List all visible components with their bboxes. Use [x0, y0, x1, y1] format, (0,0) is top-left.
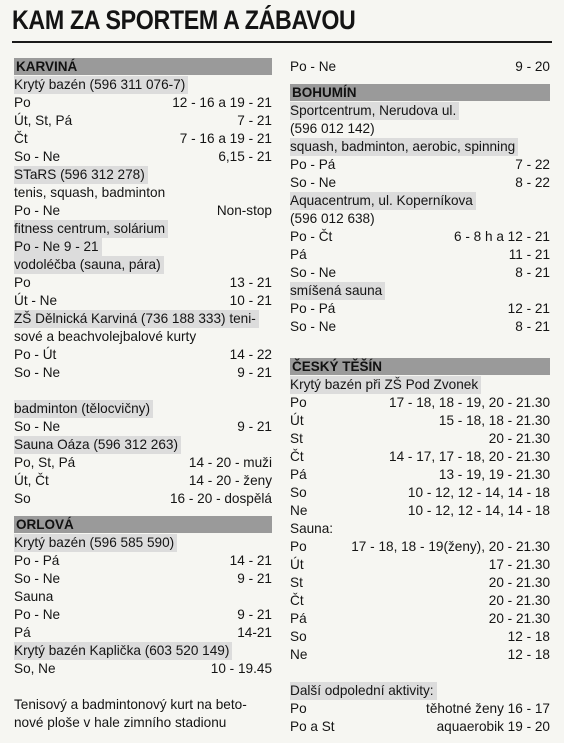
schedule-row — [290, 592, 550, 610]
schedule-days: Po - Út — [14, 347, 57, 362]
schedule-row — [290, 228, 550, 246]
info-line: Tenisový a badmintonový kurt na beto- — [14, 697, 247, 712]
schedule-hours: 14 - 21 — [229, 553, 272, 568]
venue-heading — [290, 102, 550, 120]
schedule-hours: 8 - 22 — [515, 175, 550, 190]
venue-heading — [290, 138, 550, 156]
schedule-hours: 20 - 21.30 — [488, 575, 550, 590]
schedule-row — [14, 112, 272, 130]
schedule-row — [14, 472, 272, 490]
schedule-hours: 7 - 22 — [515, 157, 550, 172]
schedule-hours: 20 - 21.30 — [488, 611, 550, 626]
schedule-hours: 20 - 21.30 — [488, 431, 550, 446]
venue-heading — [14, 76, 272, 94]
schedule-days: So - Ne — [14, 149, 61, 164]
info-line: sové a beachvolejbalové kurty — [14, 329, 197, 344]
venue-heading — [290, 682, 550, 700]
schedule-row — [14, 364, 272, 382]
schedule-row — [290, 264, 550, 282]
schedule-hours: 8 - 21 — [515, 319, 550, 334]
schedule-days: So - Ne — [14, 571, 61, 586]
venue-heading-text: Sauna Oáza (596 312 263) — [14, 436, 181, 454]
schedule-days: Ne — [290, 503, 308, 518]
schedule-days: St — [290, 575, 303, 590]
venue-heading — [14, 436, 272, 454]
city-header: ORLOVÁ — [14, 516, 272, 533]
venue-heading-text: Krytý bazén (596 311 076-7) — [14, 76, 188, 94]
schedule-hours: 6 - 8 h a 12 - 21 — [454, 229, 550, 244]
venue-heading — [290, 192, 550, 210]
schedule-row — [290, 700, 550, 718]
schedule-hours: těhotné ženy 16 - 17 — [426, 701, 550, 716]
schedule-hours: 12 - 18 — [507, 629, 550, 644]
schedule-row — [290, 430, 550, 448]
schedule-row — [14, 148, 272, 166]
schedule-row — [290, 718, 550, 736]
venue-heading — [14, 238, 272, 256]
venue-heading-text: smíšená sauna — [290, 282, 385, 300]
schedule-days: Po - Pá — [290, 301, 336, 316]
schedule-days: Po — [290, 539, 307, 554]
schedule-hours: 7 - 21 — [237, 113, 272, 128]
schedule-row — [290, 484, 550, 502]
info-line: nové ploše v hale zimního stadionu — [14, 715, 227, 730]
schedule-days: St — [290, 431, 303, 446]
spacer — [14, 382, 272, 400]
schedule-days: Po — [290, 395, 307, 410]
schedule-row — [290, 574, 550, 592]
info-line: Sauna — [14, 589, 54, 604]
schedule-days: So - Ne — [290, 265, 337, 280]
schedule-days: Pá — [290, 467, 307, 482]
schedule-row — [290, 156, 550, 174]
schedule-days: Út - Ne — [14, 293, 58, 308]
venue-heading-text: badminton (tělocvičny) — [14, 400, 153, 418]
schedule-row — [290, 628, 550, 646]
venue-heading-text: Krytý bazén při ZŠ Pod Zvonek — [290, 376, 481, 394]
schedule-days: Po - Pá — [290, 157, 336, 172]
schedule-hours: 10 - 21 — [229, 293, 272, 308]
schedule-days: Út — [290, 413, 304, 428]
title-underline — [12, 41, 552, 43]
schedule-row — [14, 454, 272, 472]
schedule-days: Ne — [290, 647, 308, 662]
schedule-days: Po a St — [290, 719, 335, 734]
venue-heading-text: squash, badminton, aerobic, spinning — [290, 138, 518, 156]
schedule-row — [14, 274, 272, 292]
venue-heading-text: Další odpolední aktivity: — [290, 682, 437, 700]
venue-heading-text: Krytý bazén Kaplička (603 520 149) — [14, 642, 232, 660]
schedule-hours: 10 - 19.45 — [210, 661, 272, 676]
schedule-hours: 16 - 20 - dospělá — [169, 491, 272, 506]
city-header: BOHUMÍN — [290, 84, 550, 101]
schedule-hours: 13 - 21 — [229, 275, 272, 290]
schedule-row — [290, 174, 550, 192]
schedule-days: So, Ne — [14, 661, 56, 676]
schedule-days: Po — [14, 275, 31, 290]
schedule-row — [14, 130, 272, 148]
info-line: (596 012 638) — [290, 211, 375, 226]
schedule-hours: 11 - 21 — [508, 247, 550, 262]
schedule-days: Po - Čt — [290, 229, 333, 244]
schedule-days: Út, St, Pá — [14, 113, 73, 128]
spacer — [14, 678, 272, 696]
schedule-row — [290, 646, 550, 664]
schedule-hours: 9 - 20 — [515, 59, 550, 74]
schedule-hours: 6,15 - 21 — [218, 149, 272, 164]
schedule-row — [14, 418, 272, 436]
schedule-hours: 14-21 — [237, 625, 272, 640]
venue-heading — [14, 310, 272, 328]
schedule-days: Čt — [14, 131, 28, 146]
schedule-hours: 14 - 20 - muži — [188, 455, 272, 470]
city-header: ČESKÝ TĚŠÍN — [290, 358, 550, 375]
schedule-days: Po - Ne — [290, 59, 337, 74]
schedule-hours: 17 - 18, 18 - 19, 20 - 21.30 — [389, 395, 550, 410]
schedule-row — [290, 246, 550, 264]
schedule-row — [14, 490, 272, 508]
schedule-row — [290, 610, 550, 628]
venue-heading — [14, 220, 272, 238]
schedule-hours: 9 - 21 — [237, 607, 272, 622]
schedule-days: So — [290, 629, 307, 644]
schedule-row — [290, 538, 550, 556]
schedule-hours: 12 - 18 — [507, 647, 550, 662]
schedule-days: Pá — [14, 625, 31, 640]
schedule-days: Po - Pá — [14, 553, 60, 568]
schedule-row — [290, 502, 550, 520]
schedule-hours: 9 - 21 — [237, 365, 272, 380]
schedule-hours: 14 - 20 - ženy — [188, 473, 272, 488]
venue-heading — [14, 166, 272, 184]
info-line: tenis, squash, badminton — [14, 185, 166, 200]
schedule-days: Po - Ne — [14, 203, 61, 218]
schedule-days: Po — [14, 95, 31, 110]
spacer — [290, 336, 550, 358]
info-line: Sauna: — [290, 521, 334, 536]
schedule-days: Čt — [290, 593, 304, 608]
schedule-days: Čt — [290, 449, 304, 464]
schedule-days: Po, St, Pá — [14, 455, 76, 470]
schedule-hours: 9 - 21 — [237, 571, 272, 586]
schedule-hours: 13 - 19, 19 - 21.30 — [438, 467, 550, 482]
venue-heading — [14, 534, 272, 552]
schedule-row — [14, 346, 272, 364]
schedule-hours: 14 - 22 — [229, 347, 272, 362]
spacer — [14, 508, 272, 516]
schedule-hours: 10 - 12, 12 - 14, 14 - 18 — [407, 503, 550, 518]
venue-heading — [14, 256, 272, 274]
page-title: KAM ZA SPORTEM A ZÁBAVOU — [12, 5, 356, 35]
schedule-days: Út — [290, 557, 304, 572]
schedule-row — [14, 552, 272, 570]
schedule-hours: Non-stop — [216, 203, 272, 218]
venue-heading — [14, 400, 272, 418]
schedule-hours: 9 - 21 — [237, 419, 272, 434]
schedule-row — [14, 202, 272, 220]
spacer — [290, 664, 550, 682]
schedule-row — [14, 94, 272, 112]
right-column — [290, 58, 550, 736]
venue-heading-text: Po - Ne 9 - 21 — [14, 238, 102, 256]
schedule-hours: 17 - 18, 18 - 19(ženy), 20 - 21.30 — [351, 539, 550, 554]
schedule-hours: 8 - 21 — [515, 265, 550, 280]
venue-heading-text: ZŠ Dělnická Karviná (736 188 333) teni- — [14, 310, 259, 328]
schedule-days: So - Ne — [290, 175, 337, 190]
schedule-row — [14, 292, 272, 310]
schedule-row — [14, 606, 272, 624]
left-column — [14, 58, 272, 732]
schedule-hours: 12 - 16 a 19 - 21 — [172, 95, 272, 110]
schedule-row — [290, 58, 550, 76]
schedule-days: Pá — [290, 611, 307, 626]
city-header: KARVINÁ — [14, 58, 272, 75]
schedule-row — [14, 660, 272, 678]
schedule-row — [290, 300, 550, 318]
schedule-days: So - Ne — [14, 365, 61, 380]
venue-heading-text: vodoléčba (sauna, pára) — [14, 256, 164, 274]
venue-heading — [290, 282, 550, 300]
venue-heading-text: STaRS (596 312 278) — [14, 166, 148, 184]
venue-heading — [290, 376, 550, 394]
schedule-hours: 14 - 17, 17 - 18, 20 - 21.30 — [389, 449, 550, 464]
schedule-row — [290, 412, 550, 430]
venue-heading — [14, 642, 272, 660]
schedule-row — [290, 466, 550, 484]
schedule-hours: 10 - 12, 12 - 14, 14 - 18 — [407, 485, 550, 500]
schedule-row — [14, 570, 272, 588]
venue-heading-text: Aquacentrum, ul. Koperníkova — [290, 192, 476, 210]
schedule-days: So - Ne — [290, 319, 337, 334]
info-line: (596 012 142) — [290, 121, 375, 136]
venue-heading-text: Krytý bazén (596 585 590) — [14, 534, 177, 552]
schedule-days: Út, Čt — [14, 473, 49, 488]
schedule-row — [290, 556, 550, 574]
schedule-hours: 20 - 21.30 — [488, 593, 550, 608]
schedule-days: Pá — [290, 247, 307, 262]
schedule-row — [290, 394, 550, 412]
schedule-hours: 12 - 21 — [507, 301, 550, 316]
schedule-hours: 15 - 18, 18 - 21.30 — [438, 413, 550, 428]
schedule-hours: 7 - 16 a 19 - 21 — [179, 131, 272, 146]
schedule-days: So — [290, 485, 307, 500]
schedule-row — [290, 448, 550, 466]
venue-heading-text: Sportcentrum, Nerudova ul. — [290, 102, 459, 120]
spacer — [290, 76, 550, 84]
schedule-days: So — [14, 491, 31, 506]
schedule-hours: aquaerobik 19 - 20 — [436, 719, 550, 734]
schedule-row — [14, 624, 272, 642]
schedule-days: Po - Ne — [14, 607, 61, 622]
venue-heading-text: fitness centrum, solárium — [14, 220, 168, 238]
schedule-days: So - Ne — [14, 419, 61, 434]
schedule-row — [290, 318, 550, 336]
schedule-hours: 17 - 21.30 — [488, 557, 550, 572]
schedule-days: Po — [290, 701, 307, 716]
